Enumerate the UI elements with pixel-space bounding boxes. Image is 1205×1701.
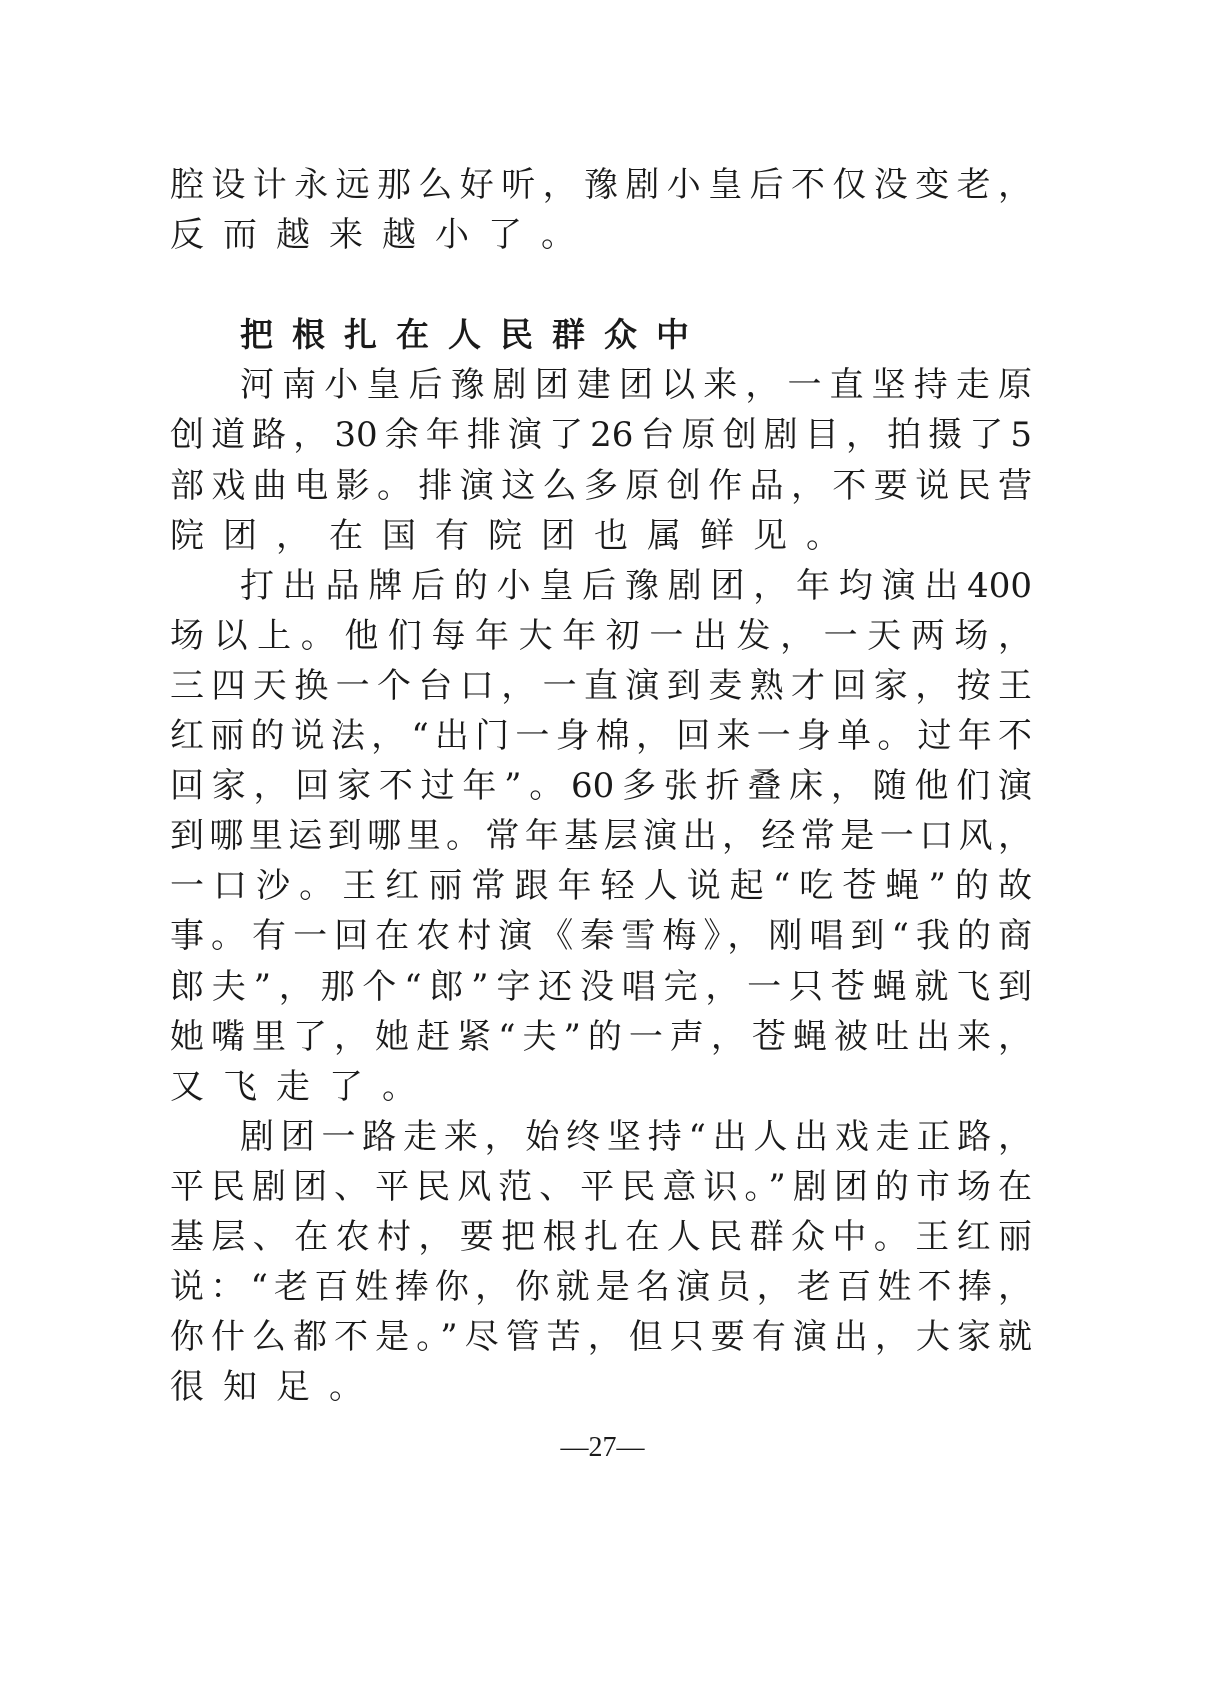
text-line: 反而越来越小了。 [170,215,594,256]
text-line: 又飞走了。 [170,1066,435,1107]
text-line: 创道路，30余年排演了26台原创剧目，拍摄了5 [170,415,1032,456]
text-line: 很知足。 [170,1367,382,1408]
text-line: 场以上。他们每年大年初一出发，一天两场， [170,615,1032,656]
document-body [170,160,1032,1412]
text-line: 红丽的说法，“出门一身棉，回来一身单。过年不 [170,716,1032,757]
page-number: —27— [560,1432,645,1463]
text-line: 平民剧团、平民风范、平民意识。”剧团的市场在 [170,1166,1032,1207]
text-line: 部戏曲电影。排演这么多原创作品，不要说民营 [170,465,1032,506]
text-line: 你什么都不是。”尽管苦，但只要有演出，大家就 [170,1317,1032,1358]
text-line: 打出品牌后的小皇后豫剧团，年均演出400 [240,565,1032,606]
text-line: 她嘴里了，她赶紧“夫”的一声，苍蝇被吐出来， [170,1016,1032,1057]
text-line: 回家，回家不过年”。60多张折叠床，随他们演 [170,766,1032,807]
text-line: 三四天换一个台口，一直演到麦熟才回家，按王 [170,665,1032,706]
text-line: 腔设计永远那么好听，豫剧小皇后不仅没变老， [170,165,1032,205]
text-line: 院团，在国有院团也属鲜见。 [170,515,859,556]
text-line: 河南小皇后豫剧团建团以来，一直坚持走原 [240,365,1032,406]
section-heading: 把根扎在人民群众中 [240,315,708,355]
text-line: 郎夫”，那个“郎”字还没唱完，一只苍蝇就飞到 [170,966,1032,1007]
text-line: 到哪里运到哪里。常年基层演出，经常是一口风， [170,816,1032,857]
text-line: 事。有一回在农村演《秦雪梅》，刚唱到“我的商 [170,916,1032,957]
text-line: 剧团一路走来，始终坚持“出人出戏走正路， [240,1116,1032,1157]
text-line: 一口沙。王红丽常跟年轻人说起“吃苍蝇”的故 [170,866,1032,907]
spacer [170,260,1032,310]
text-line: 说：“老百姓捧你，你就是名演员，老百姓不捧， [170,1267,1032,1308]
text-line: 基层、在农村，要把根扎在人民群众中。王红丽 [170,1216,1032,1257]
